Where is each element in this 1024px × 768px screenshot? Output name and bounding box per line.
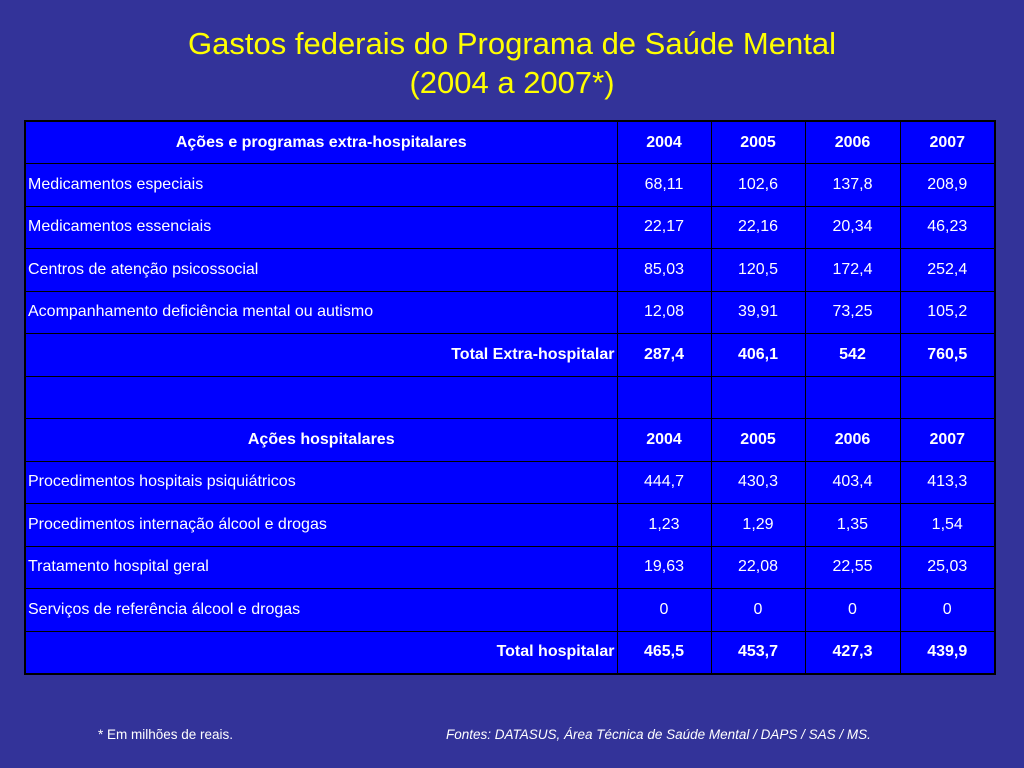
value-cell: 22,16 [711, 206, 805, 249]
year-header-cell: 2004 [617, 121, 711, 164]
value-cell: 22,55 [805, 546, 900, 589]
year-header-cell: 2006 [805, 121, 900, 164]
value-cell: 25,03 [900, 546, 995, 589]
total-label: Total Extra-hospitalar [25, 334, 617, 377]
value-cell: 22,08 [711, 546, 805, 589]
value-cell: 120,5 [711, 249, 805, 292]
table-row [25, 504, 995, 547]
value-cell: 403,4 [805, 461, 900, 504]
table-row [25, 249, 995, 292]
row-label: Procedimentos internação álcool e drogas [25, 504, 617, 547]
total-value-cell: 287,4 [617, 334, 711, 377]
value-cell: 430,3 [711, 461, 805, 504]
year-header-cell: 2007 [900, 419, 995, 462]
value-cell: 68,11 [617, 164, 711, 207]
value-cell: 444,7 [617, 461, 711, 504]
source-note: Fontes: DATASUS, Área Técnica de Saúde Mental / DAPS / SAS / MS. [446, 727, 871, 742]
value-cell: 0 [617, 589, 711, 632]
year-header-cell: 2005 [711, 121, 805, 164]
total-value-cell: 760,5 [900, 334, 995, 377]
empty-cell [805, 376, 900, 419]
extra-header-label: Ações e programas extra-hospitalares [25, 121, 617, 164]
total-value-cell: 427,3 [805, 631, 900, 674]
value-cell: 39,91 [711, 291, 805, 334]
hosp-total-row [25, 631, 995, 674]
value-cell: 413,3 [900, 461, 995, 504]
row-label: Centros de atenção psicossocial [25, 249, 617, 292]
empty-cell [25, 376, 617, 419]
row-label: Medicamentos especiais [25, 164, 617, 207]
value-cell: 137,8 [805, 164, 900, 207]
value-cell: 0 [711, 589, 805, 632]
row-label: Procedimentos hospitais psiquiátricos [25, 461, 617, 504]
value-cell: 20,34 [805, 206, 900, 249]
value-cell: 12,08 [617, 291, 711, 334]
row-label: Serviços de referência álcool e drogas [25, 589, 617, 632]
total-value-cell: 542 [805, 334, 900, 377]
year-header-cell: 2005 [711, 419, 805, 462]
value-cell: 85,03 [617, 249, 711, 292]
value-cell: 1,29 [711, 504, 805, 547]
spending-table [24, 120, 996, 675]
table-row [25, 589, 995, 632]
table-row [25, 164, 995, 207]
page-title [0, 24, 1024, 102]
table-row [25, 206, 995, 249]
row-label: Medicamentos essenciais [25, 206, 617, 249]
year-header-cell: 2004 [617, 419, 711, 462]
total-value-cell: 453,7 [711, 631, 805, 674]
row-label: Tratamento hospital geral [25, 546, 617, 589]
title-line-1: Gastos federais do Programa de Saúde Mental [188, 26, 836, 61]
extra-header-row [25, 121, 995, 164]
value-cell: 1,54 [900, 504, 995, 547]
total-label: Total hospitalar [25, 631, 617, 674]
value-cell: 46,23 [900, 206, 995, 249]
year-header-cell: 2007 [900, 121, 995, 164]
extra-total-row [25, 334, 995, 377]
title-line-2: (2004 a 2007*) [409, 65, 615, 100]
spacer-row [25, 376, 995, 419]
value-cell: 172,4 [805, 249, 900, 292]
value-cell: 73,25 [805, 291, 900, 334]
empty-cell [711, 376, 805, 419]
footnote: * Em milhões de reais. [98, 727, 234, 742]
value-cell: 102,6 [711, 164, 805, 207]
value-cell: 22,17 [617, 206, 711, 249]
value-cell: 0 [805, 589, 900, 632]
value-cell: 105,2 [900, 291, 995, 334]
table-row [25, 291, 995, 334]
value-cell: 1,35 [805, 504, 900, 547]
empty-cell [617, 376, 711, 419]
empty-cell [900, 376, 995, 419]
value-cell: 1,23 [617, 504, 711, 547]
value-cell: 208,9 [900, 164, 995, 207]
value-cell: 252,4 [900, 249, 995, 292]
table-row [25, 461, 995, 504]
year-header-cell: 2006 [805, 419, 900, 462]
value-cell: 0 [900, 589, 995, 632]
hosp-header-row [25, 419, 995, 462]
row-label: Acompanhamento deficiência mental ou autismo [25, 291, 617, 334]
value-cell: 19,63 [617, 546, 711, 589]
hosp-header-label: Ações hospitalares [25, 419, 617, 462]
total-value-cell: 439,9 [900, 631, 995, 674]
total-value-cell: 406,1 [711, 334, 805, 377]
total-value-cell: 465,5 [617, 631, 711, 674]
table-row [25, 546, 995, 589]
